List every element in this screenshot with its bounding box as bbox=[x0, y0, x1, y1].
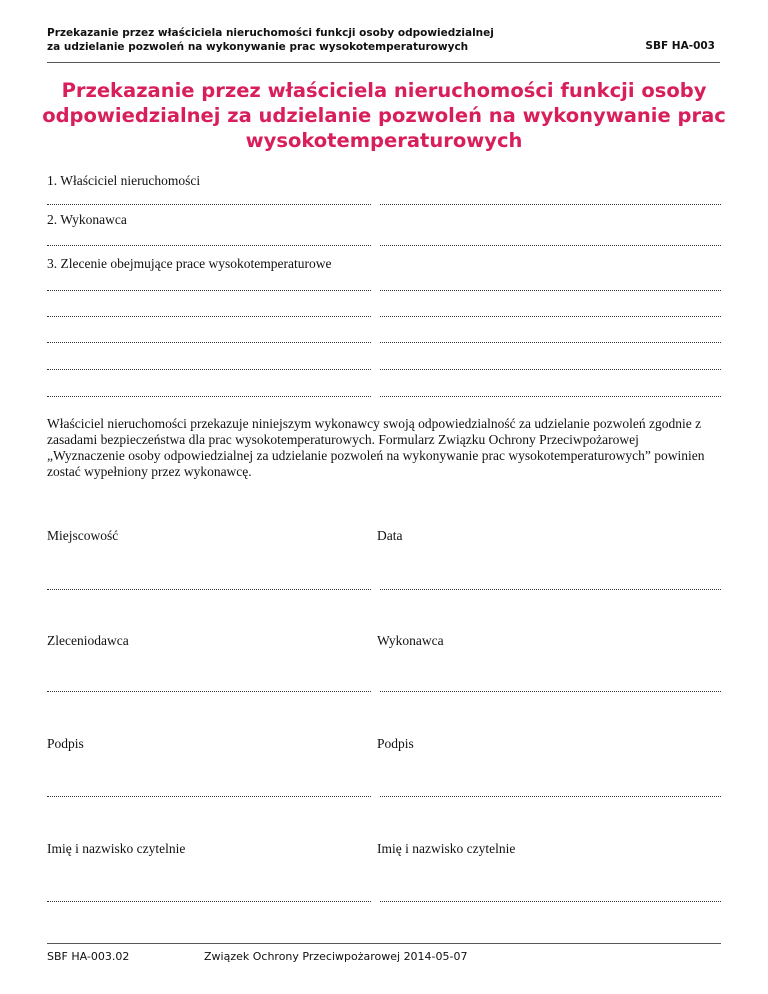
date-label: Data bbox=[377, 528, 403, 543]
header-title-line-2: za udzielanie pozwoleń na wykonywanie prac wysokotemperaturowych bbox=[47, 41, 469, 53]
header-title-line-1: Przekazanie przez właściciela nieruchomości funkcji osoby odpowiedzialnej bbox=[47, 27, 494, 39]
order-label: 3. Zlecenie obejmujące prace wysokotemperaturowe bbox=[47, 256, 332, 271]
document-title: Przekazanie przez właściciela nieruchomości funkcji osoby odpowiedzialnej za udzielanie pozwoleń na wykonywanie prac wysokotemperaturowych bbox=[42, 79, 726, 152]
printed-name-label-left: Imię i nazwisko czytelnie bbox=[47, 841, 186, 856]
client-contractor-field[interactable] bbox=[47, 691, 721, 695]
contractor-field[interactable] bbox=[47, 245, 721, 249]
footer-divider bbox=[47, 943, 721, 944]
order-field-line[interactable] bbox=[47, 342, 721, 346]
contractor-label: 2. Wykonawca bbox=[47, 212, 127, 227]
responsibility-paragraph: Właściciel nieruchomości przekazuje niniejszym wykonawcy swoją odpowiedzialność za udzielanie pozwoleń zgodnie z zasadami bezpieczeństwa dla prac wysokotemperaturowych. Formularz Związku Ochrony Przeciwpożarowej „Wyznaczenie osoby odpowiedzialnej za udzielanie pozwoleń na wykonywanie prac wysokotemperaturowych” powinien zostać wypełniony przez wykonawcę. bbox=[47, 416, 705, 479]
contractor-sign-label: Wykonawca bbox=[377, 633, 444, 648]
order-field-line[interactable] bbox=[47, 316, 721, 320]
place-date-field[interactable] bbox=[47, 589, 721, 593]
place-label: Miejscowość bbox=[47, 528, 119, 543]
order-field-line[interactable] bbox=[47, 369, 721, 373]
client-label: Zleceniodawca bbox=[47, 633, 129, 648]
signature-label-right: Podpis bbox=[377, 736, 414, 751]
printed-name-field[interactable] bbox=[47, 901, 721, 905]
signature-label-left: Podpis bbox=[47, 736, 84, 751]
page-header bbox=[47, 26, 721, 54]
header-divider bbox=[47, 62, 720, 63]
order-field-line[interactable] bbox=[47, 290, 721, 294]
owner-field[interactable] bbox=[47, 204, 721, 208]
owner-label: 1. Właściciel nieruchomości bbox=[47, 173, 201, 188]
header-form-code: SBF HA-003 bbox=[645, 40, 715, 52]
footer-form-code: SBF HA-003.02 bbox=[47, 950, 130, 963]
printed-name-label-right: Imię i nazwisko czytelnie bbox=[377, 841, 516, 856]
signature-field[interactable] bbox=[47, 796, 721, 800]
footer-organization-date: Związek Ochrony Przeciwpożarowej 2014-05-07 bbox=[204, 950, 468, 963]
order-field-line[interactable] bbox=[47, 396, 721, 400]
